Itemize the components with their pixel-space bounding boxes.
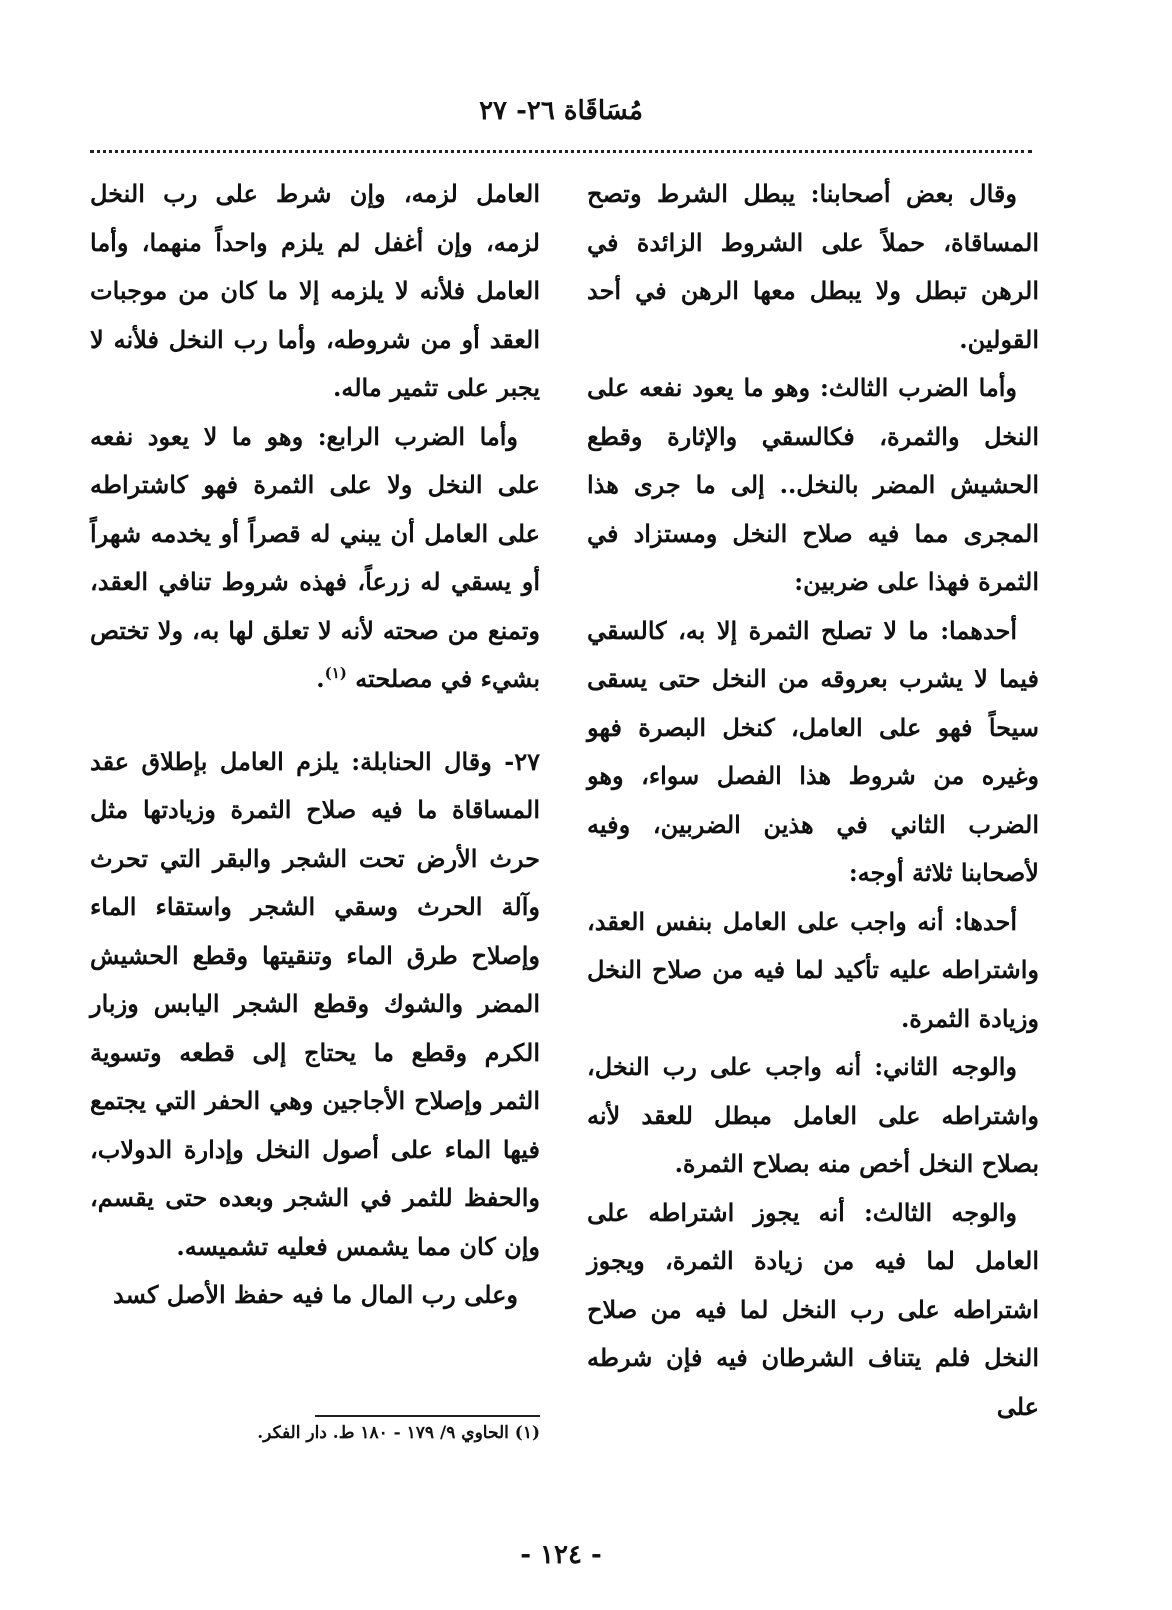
numbered-paragraph: [90, 738, 540, 1272]
paragraph: العامل لزمه، وإن شرط على رب النخل لزمه، وإن أغفل لم يلزم واحداً منهما، وأما العامل فلأنه لا يلزمه إلا ما كان من موجبات العقد أو من شروطه، وأما رب النخل فلأنه لا يجبر على تثمير ماله.: [90, 179, 540, 402]
paragraph: أحدها: أنه واجب على العامل بنفس العقد، واشتراطه عليه تأكيد لما فيه من صلاح النخل وزيادة الثمرة.: [587, 906, 1039, 1033]
header-dotted-rule: [90, 150, 1032, 153]
paragraph: وعلى رب المال ما فيه حفظ الأصل كسد: [113, 1280, 518, 1309]
paragraph: وقال بعض أصحابنا: يبطل الشرط وتصح المساقاة، حملاً على الشروط الزائدة في الرهن تبطل ولا يبطل معها الرهن في أحد القولين.: [587, 179, 1039, 354]
paragraph-with-footnote: [90, 413, 540, 704]
section-gap: [90, 704, 540, 738]
left-column: [90, 170, 540, 1320]
paragraph: والوجه الثالث: أنه يجوز اشتراطه على العامل لما فيه من زيادة الثمرة، ويجوز اشتراطه على رب النخل لما فيه من صلاح النخل فلم يتناف الشرطان فيه فإن شرطه على: [587, 1197, 1039, 1421]
page-number: - ١٢٤ -: [520, 1540, 602, 1570]
paragraph-number: ٢٧-: [504, 746, 540, 776]
paragraph-end-mark: .: [316, 664, 325, 693]
paragraph: والوجه الثاني: أنه واجب على رب النخل، واشتراطه على العامل مبطل للعقد لأنه بصلاح النخل أخص منه بصلاح الثمرة.: [587, 1052, 1039, 1178]
paragraph: أحدهما: ما لا تصلح الثمرة إلا به، كالسقي فيما لا يشرب بعروقه من النخل حتى يسقى سيحاً فهو على العامل، كنخل البصرة فهو وغيره من شروط هذا الفصل سواء، وهو الضرب الثاني في هذين الضربين، وفيه لأصحابنا ثلاثة أوجه:: [587, 615, 1039, 887]
paragraph-text: وقال الحنابلة: يلزم العامل بإطلاق عقد المساقاة ما فيه صلاح الثمرة وزيادتها مثل حرث الأرض تحت الشجر والبقر التي تحرث وآلة الحرث وسقي الشجر واستقاء الماء وإصلاح طرق الماء وتنقيتها وقطع الحشيش المضر والشوك وقطع الشجر اليابس وزبار الكرم وقطع ما يحتاج إلى قطعه وتسوية الثمر وإصلاح الأجاجين وهي الحفر التي يجتمع فيها الماء على أصول النخل وإدارة الدولاب، والحفظ للثمر في الشجر وبعده حتى يقسم، وإن كان مما يشمس فعليه تشميسه.: [90, 746, 540, 1261]
footnote-reference: (١): [324, 664, 347, 682]
right-column: [587, 170, 1039, 1431]
footnote-separator: [315, 1415, 540, 1417]
page-header-title: مُسَاقَاة ٢٦- ٢٧: [479, 96, 643, 126]
footnote: (١) الحاوي ٩/ ١٧٩ - ١٨٠ ط. دار الفكر.: [257, 1423, 540, 1443]
paragraph: وأما الضرب الثالث: وهو ما يعود نفعه على النخل والثمرة، فكالسقي والإثارة وقطع الحشيش المضر بالنخل.. إلى ما جرى هذا المجرى مما فيه صلاح النخل ومستزاد في الثمرة فهذا على ضربين:: [587, 373, 1039, 596]
paragraph-text: وأما الضرب الرابع: وهو ما لا يعود نفعه على النخل ولا على الثمرة فهو كاشتراطه على العامل أن يبني له قصراً أو يخدمه شهراً أو يسقي له زرعاً، فهذه شروط تنافي العقد، وتمنع من صحته لأنه لا تعلق لها به، ولا تختص بشيء في مصلحته: [90, 421, 540, 693]
